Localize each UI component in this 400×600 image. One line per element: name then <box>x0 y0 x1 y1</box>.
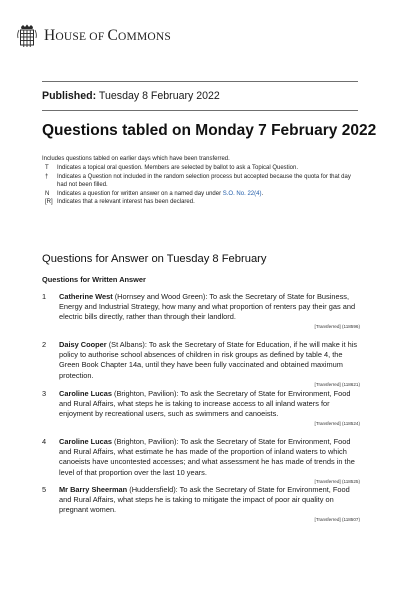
page-title: Questions tabled on Monday 7 February 2022 <box>42 122 377 139</box>
question-reference: [Transferred] (118507) <box>314 516 360 522</box>
legend-text: Indicates that a relevant interest has been declared. <box>57 199 195 206</box>
constituency: (St Albans): <box>106 340 147 349</box>
house-of-commons-header <box>16 20 171 52</box>
published-label: Published: <box>42 90 97 102</box>
question-item <box>42 485 360 523</box>
legend-item-topical <box>42 164 362 173</box>
legend-text: Indicates a Question not included in the random selection process but accepted because the quota for that day had not been filled. <box>57 173 351 189</box>
legend-symbol: T <box>45 165 49 171</box>
member-name: Caroline Lucas <box>59 437 112 446</box>
portcullis-icon <box>16 24 38 48</box>
question-item <box>42 437 360 485</box>
legend-symbol: † <box>45 173 49 180</box>
top-divider <box>42 81 358 82</box>
constituency: (Brighton, Pavilion): <box>111 437 179 446</box>
question-reference: [Transferred] (118621) <box>314 381 360 387</box>
standing-order-link[interactable]: S.O. No. 22(4) <box>222 190 262 197</box>
house-of-commons-wordmark: HOUSE OF COMMONS <box>44 27 172 44</box>
member-name: Catherine West <box>59 292 113 301</box>
member-name: Caroline Lucas <box>59 389 112 398</box>
legend-item-relevant-interest <box>42 198 362 207</box>
legend-item-dagger <box>42 173 362 190</box>
legend-text: Indicates a question for written answer on a named day under S.O. No. 22(4). <box>57 190 264 197</box>
legend-item-named-day <box>42 190 362 199</box>
constituency: (Hornsey and Wood Green): <box>112 292 208 301</box>
question-body <box>59 292 360 323</box>
question-body <box>59 389 360 420</box>
question-reference: [Transferred] (118525) <box>314 478 360 484</box>
legend-symbol: [R] <box>45 199 53 206</box>
question-text: To ask the Secretary of State for Business, Energy and Industrial Strategy, how many and what proportion of renters pay their gas and electric bills directly, rather than through their landlord. <box>59 292 356 322</box>
question-item <box>42 389 360 427</box>
question-item <box>42 292 360 330</box>
question-number: 3 <box>42 389 47 398</box>
member-name: Mr Barry Sheerman <box>59 485 128 494</box>
legend-text: Indicates a topical oral question. Members are selected by ballot to ask a Topical Question. <box>57 165 299 171</box>
section-heading: Questions for Answer on Tuesday 8 February <box>42 253 267 265</box>
question-number: 1 <box>42 292 47 301</box>
question-text: To ask the Secretary of State for Environment, Food and Rural Affairs, what estimate he has made of the proportion of inland waters to which canoeists have uncontested accesses; and what assessment he has made of trends in the level of that proportion over the last 10 years. <box>59 437 355 477</box>
section-subheading: Questions for Written Answer <box>42 275 146 284</box>
constituency: (Brighton, Pavilion): <box>111 389 179 398</box>
question-body <box>59 485 360 516</box>
question-number: 2 <box>42 340 47 349</box>
member-name: Daisy Cooper <box>59 340 107 349</box>
intro-text: Includes questions tabled on earlier days which have been transferred. <box>42 156 230 162</box>
constituency: (Huddersfield): <box>127 485 178 494</box>
question-number: 4 <box>42 437 47 446</box>
symbol-legend <box>42 164 362 207</box>
question-item <box>42 340 360 388</box>
bottom-divider <box>42 110 358 111</box>
question-body <box>59 340 360 381</box>
question-text: To ask the Secretary of State for Environment, Food and Rural Affairs, what steps he is taking to mitigate the impact of poor air quality on pregnant women. <box>59 485 350 515</box>
question-reference: [Transferred] (118524) <box>314 420 360 426</box>
published-date: Tuesday 8 February 2022 <box>96 90 220 102</box>
question-text: To ask the Secretary of State for Environment, Food and Rural Affairs, what steps he is taking to increase access to all inland waters for enjoyment by recreational users, such as swimmers and canoeists. <box>59 389 351 419</box>
legend-symbol: N <box>45 190 50 197</box>
published-line <box>42 90 220 102</box>
question-text: To ask the Secretary of State for Education, if he will make it his policy to authorise school absences of children in risk groups as defined by table 4, the Green Book Chapter 14a, until they have been fully vaccinated and obtained maximum protection. <box>59 340 358 380</box>
question-reference: [Transferred] (118596) <box>314 323 360 329</box>
question-body <box>59 437 360 478</box>
question-number: 5 <box>42 485 47 494</box>
